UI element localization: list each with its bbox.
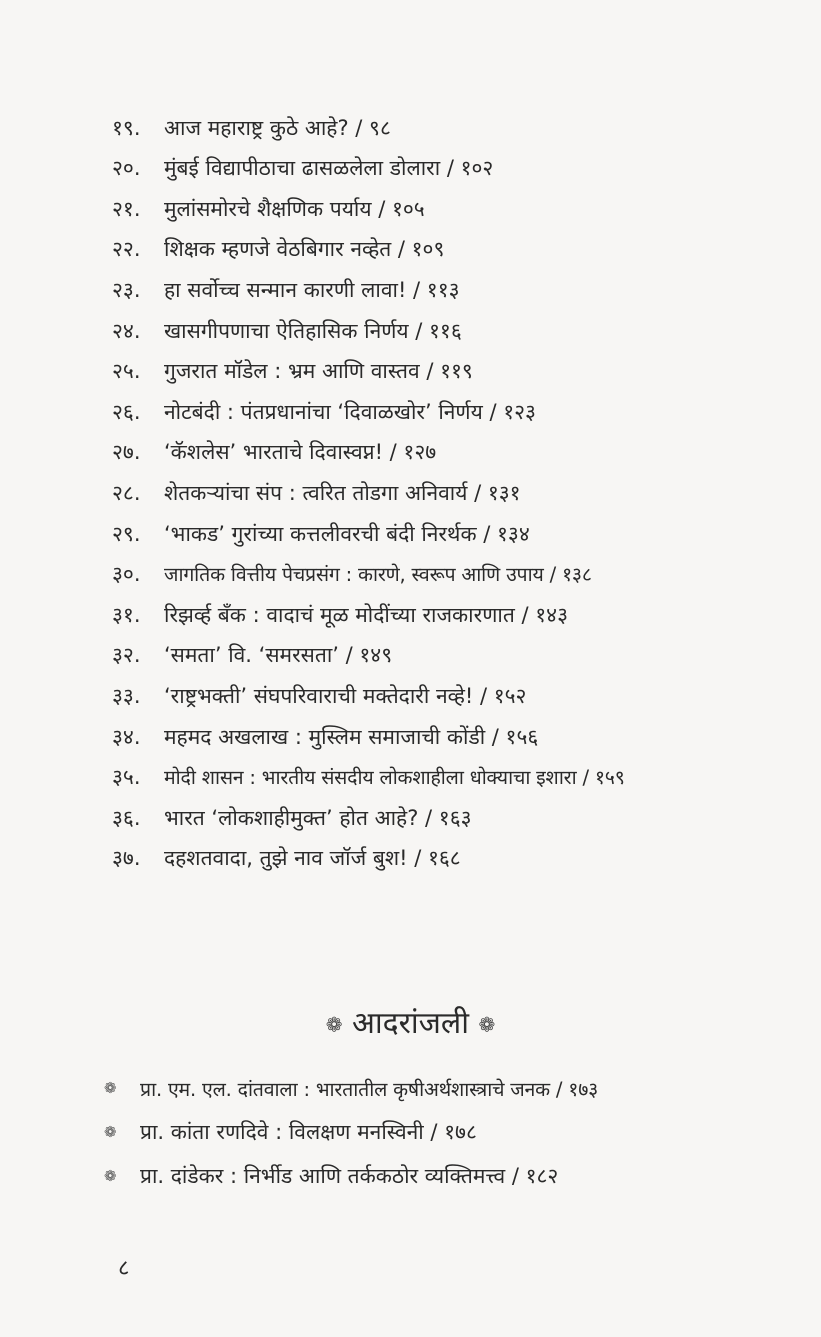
table-of-contents	[112, 108, 792, 879]
snowflake-bullet-icon: ❁	[104, 1079, 117, 1097]
section-title: आदरांजली	[352, 1006, 469, 1041]
tribute-entry	[104, 1110, 804, 1154]
tribute-entry	[104, 1066, 804, 1110]
tribute-entry	[104, 1154, 804, 1198]
toc-entry-number: २१.	[112, 196, 141, 221]
toc-entry	[112, 108, 792, 149]
toc-entry-number: २९.	[112, 521, 141, 546]
toc-entry-number: २३.	[112, 278, 141, 303]
toc-entry-title: मोदी शासन : भारतीय संसदीय लोकशाहीला धोक्याचा इशारा / १५९	[164, 766, 625, 790]
toc-entry-number: २२.	[112, 237, 141, 262]
toc-entry-number: ३४.	[112, 724, 141, 749]
toc-entry-number: ३५.	[112, 765, 141, 790]
toc-entry	[112, 473, 792, 514]
toc-entry-number: ३२.	[112, 643, 141, 668]
toc-entry-title: मुंबई विद्यापीठाचा ढासळलेला डोलारा / १०२	[164, 156, 494, 181]
page-number: ८	[118, 1256, 130, 1281]
toc-entry-title: नोटबंदी : पंतप्रधानांचा ‘दिवाळखोर’ निर्णय / १२३	[164, 399, 536, 424]
toc-entry	[112, 555, 792, 596]
snowflake-bullet-icon: ❁	[104, 1167, 117, 1185]
toc-entry	[112, 758, 792, 799]
tribute-list	[104, 1066, 804, 1198]
toc-entry-title: भारत ‘लोकशाहीमुक्त’ होत आहे? / १६३	[164, 805, 472, 830]
toc-entry-title: महमद अखलाख : मुस्लिम समाजाची कोंडी / १५६	[164, 724, 539, 749]
toc-entry	[112, 676, 792, 717]
toc-entry-number: २४.	[112, 318, 141, 343]
toc-entry-number: ३०.	[112, 562, 141, 587]
toc-entry-title: मुलांसमोरचे शैक्षणिक पर्याय / १०५	[164, 196, 425, 221]
toc-entry-number: ३७.	[112, 846, 141, 871]
toc-entry-number: २७.	[112, 440, 141, 465]
toc-entry	[112, 392, 792, 433]
toc-entry-title: खासगीपणाचा ऐतिहासिक निर्णय / ११६	[164, 318, 462, 343]
section-heading	[0, 1006, 821, 1042]
tribute-entry-text: प्रा. कांता रणदिवे : विलक्षण मनस्विनी / १७८	[140, 1120, 477, 1144]
toc-entry	[112, 189, 792, 230]
tribute-entry-text: प्रा. दांडेकर : निर्भीड आणि तर्ककठोर व्यक्तिमत्त्व / १८२	[140, 1164, 559, 1188]
toc-entry	[112, 798, 792, 839]
toc-entry	[112, 270, 792, 311]
toc-entry	[112, 352, 792, 393]
toc-entry-title: गुजरात मॉडेल : भ्रम आणि वास्तव / ११९	[164, 359, 473, 384]
toc-entry-title: आज महाराष्ट्र कुठे आहे? / ९८	[164, 115, 391, 140]
toc-entry-number: २०.	[112, 156, 141, 181]
toc-entry	[112, 514, 792, 555]
toc-entry	[112, 595, 792, 636]
toc-entry-title: रिझर्व्ह बँक : वादाचं मूळ मोदींच्या राजकारणात / १४३	[164, 602, 568, 627]
toc-entry-number: २५.	[112, 359, 141, 384]
toc-entry-title: ‘राष्ट्रभक्ती’ संघपरिवाराची मक्तेदारी नव्हे! / १५२	[164, 684, 527, 709]
snowflake-bullet-icon: ❁	[104, 1123, 117, 1141]
snowflake-ornament-icon: ❁	[478, 1012, 496, 1037]
toc-entry	[112, 839, 792, 880]
toc-entry-title: ‘भाकड’ गुरांच्या कत्तलीवरची बंदी निरर्थक / १३४	[164, 521, 530, 546]
toc-entry-title: दहशतवादा, तुझे नाव जॉर्ज बुश! / १६८	[164, 846, 461, 871]
toc-entry-title: जागतिक वित्तीय पेचप्रसंग : कारणे, स्वरूप आणि उपाय / १३८	[164, 563, 592, 587]
toc-entry	[112, 230, 792, 271]
toc-entry	[112, 433, 792, 474]
toc-entry-number: २६.	[112, 399, 141, 424]
toc-entry-title: ‘कॅशलेस’ भारताचे दिवास्वप्न! / १२७	[164, 440, 437, 465]
toc-entry-title: शिक्षक म्हणजे वेठबिगार नव्हेत / १०९	[164, 237, 445, 262]
toc-entry	[112, 149, 792, 190]
snowflake-ornament-icon: ❁	[325, 1012, 343, 1037]
toc-entry	[112, 717, 792, 758]
toc-entry-number: १९.	[112, 115, 141, 140]
toc-entry-number: २८.	[112, 481, 141, 506]
tribute-entry-text: प्रा. एम. एल. दांतवाला : भारतातील कृषीअर्थशास्त्राचे जनक / १७३	[140, 1077, 599, 1101]
toc-entry	[112, 636, 792, 677]
toc-entry-title: ‘समता’ वि. ‘समरसता’ / १४९	[164, 643, 393, 668]
toc-entry-title: शेतकऱ्यांचा संप : त्वरित तोडगा अनिवार्य / १३१	[164, 481, 521, 506]
toc-entry-number: ३३.	[112, 684, 141, 709]
toc-entry-number: ३६.	[112, 805, 141, 830]
toc-entry-title: हा सर्वोच्च सन्मान कारणी लावा! / ११३	[164, 278, 460, 303]
toc-entry	[112, 311, 792, 352]
toc-entry-number: ३१.	[112, 602, 141, 627]
